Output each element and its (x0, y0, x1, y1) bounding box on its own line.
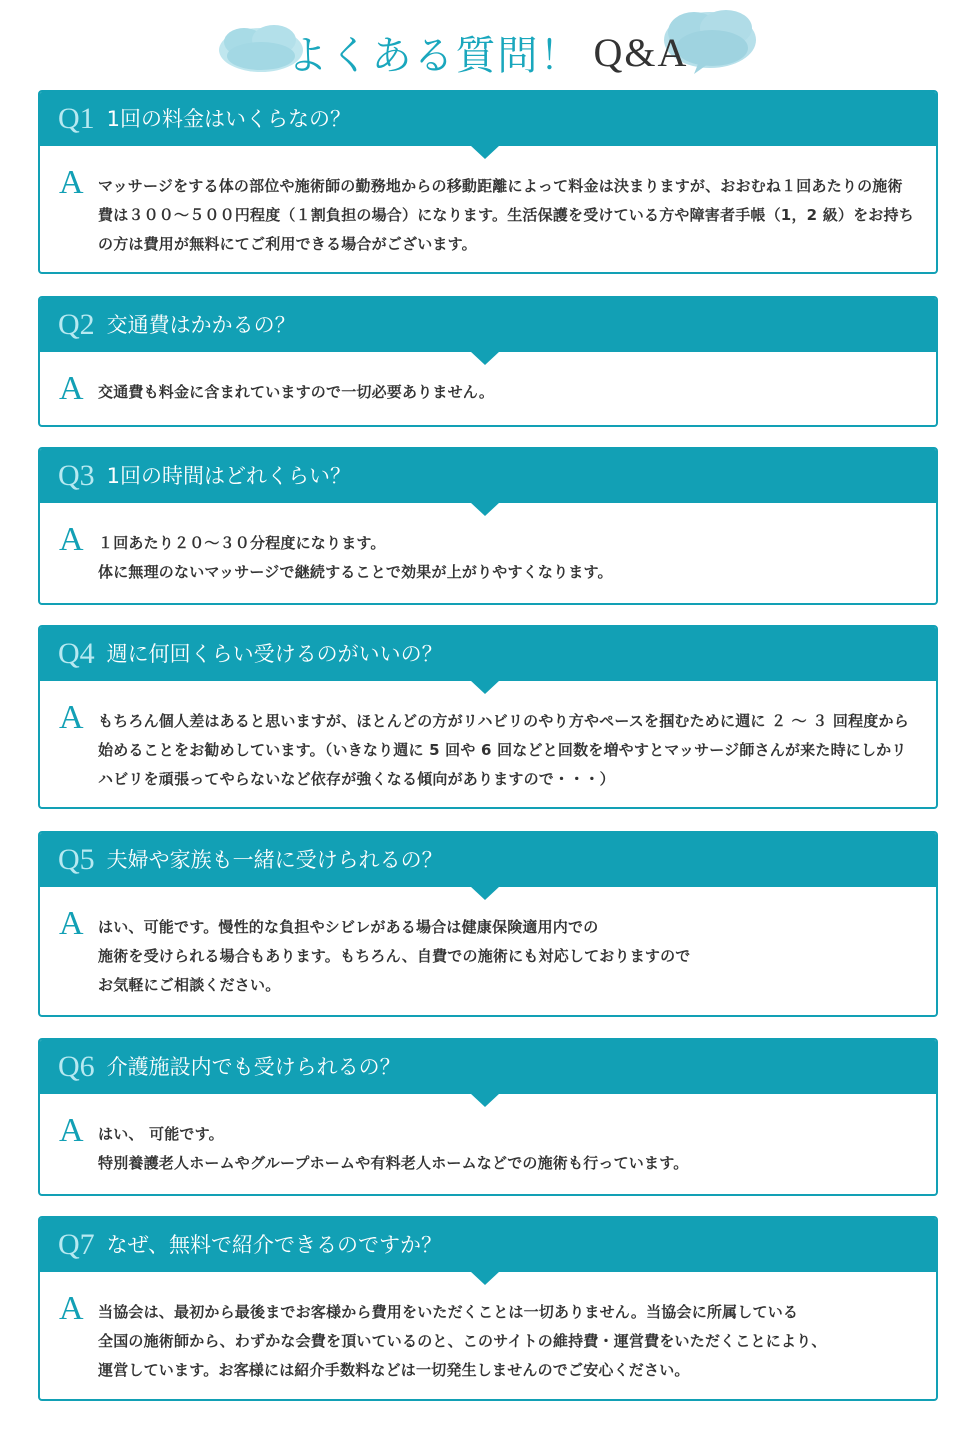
answer-body (40, 681, 936, 794)
answer-text: はい、 可能です。 特別養護老人ホームやグループホームや有料老人ホームなどでの施術も行っています。 (98, 1125, 689, 1172)
page-title (0, 24, 976, 81)
answer-text: 当協会は、最初から最後までお客様から費用をいただくことは一切ありません。当協会に所属している 全国の施術師から、わずかな会費を頂いているのと、このサイトの維持費・運営費をいただくことにより、 運営しています。お客様には紹介手数料などは一切発生しませんのでご安心ください。 (98, 1303, 827, 1379)
question-text: 交通費はかかるの？ (106, 312, 296, 337)
question-header (40, 298, 936, 352)
question-header (40, 833, 936, 887)
answer-body (40, 887, 936, 1000)
answer-text: マッサージをする体の部位や施術師の勤務地からの移動距離によって料金は決まりますが、おおむね１回あたりの施術費は３００～５００円程度（１割負担の場合）になります。生活保護を受けている方や障害者手帳（1，2 級）をお持ちの方は費用が無料にてご利用できる場合がございます。 (98, 177, 914, 253)
answer-text: もちろん個人差はあると思いますが、ほとんどの方がリハビリのやり方やペースを掴むために週に ２ ～ ３ 回程度から始めることをお勧めしています。（いきなり週に 5 回や 6 回などと回数を増やすとマッサージ師さんが来た時にしかリハビリを頑張ってやらないなど依存が強くなる傾向がありますので・・・） (98, 712, 909, 788)
question-number: Q4 (58, 637, 95, 670)
question-text: 1回の料金はいくらなの？ (106, 106, 352, 131)
faq-item-1 (38, 90, 938, 274)
question-number: Q1 (58, 102, 95, 135)
answer-mark: A (59, 164, 84, 201)
page-header (0, 0, 976, 90)
answer-text: はい、可能です。慢性的な負担やシビレがある場合は健康保険適用内での 施術を受けられる場合もあります。もちろん、自費での施術にも対応しておりますので お気軽にご相談ください。 (98, 918, 691, 994)
answer-text: １回あたり２０～３０分程度になります。 体に無理のないマッサージで継続することで効果が上がりやすくなります。 (98, 534, 613, 581)
faq-item-7 (38, 1216, 938, 1401)
faq-item-3 (38, 447, 938, 605)
answer-body (40, 503, 936, 587)
faq-item-4 (38, 625, 938, 809)
answer-mark: A (59, 1112, 84, 1149)
answer-mark: A (59, 370, 84, 407)
question-number: Q2 (58, 308, 95, 341)
answer-mark: A (59, 699, 84, 736)
question-header (40, 1040, 936, 1094)
question-header (40, 92, 936, 146)
question-number: Q6 (58, 1050, 95, 1083)
answer-mark: A (59, 1290, 84, 1327)
answer-mark: A (59, 521, 84, 558)
faq-item-6 (38, 1038, 938, 1196)
answer-body (40, 1272, 936, 1385)
question-header (40, 627, 936, 681)
answer-mark: A (59, 905, 84, 942)
answer-body (40, 1094, 936, 1178)
answer-text: 交通費も料金に含まれていますので一切必要ありません。 (98, 383, 495, 401)
question-header (40, 449, 936, 503)
question-number: Q7 (58, 1228, 95, 1261)
question-text: 週に何回くらい受けるのがいいの？ (106, 641, 443, 666)
question-text: 夫婦や家族も一緒に受けられるの？ (106, 847, 443, 872)
page-title-en: Q&A (593, 30, 689, 75)
answer-body (40, 352, 936, 407)
answer-body (40, 146, 936, 259)
question-text: なぜ、無料で紹介できるのですか？ (106, 1232, 443, 1257)
question-text: 1回の時間はどれくらい？ (106, 463, 352, 488)
faq-item-5 (38, 831, 938, 1017)
faq-item-2 (38, 296, 938, 427)
question-number: Q3 (58, 459, 95, 492)
question-text: 介護施設内でも受けられるの？ (106, 1054, 401, 1079)
page-title-jp: よくある質問！ (287, 33, 582, 79)
question-header (40, 1218, 936, 1272)
question-number: Q5 (58, 843, 95, 876)
